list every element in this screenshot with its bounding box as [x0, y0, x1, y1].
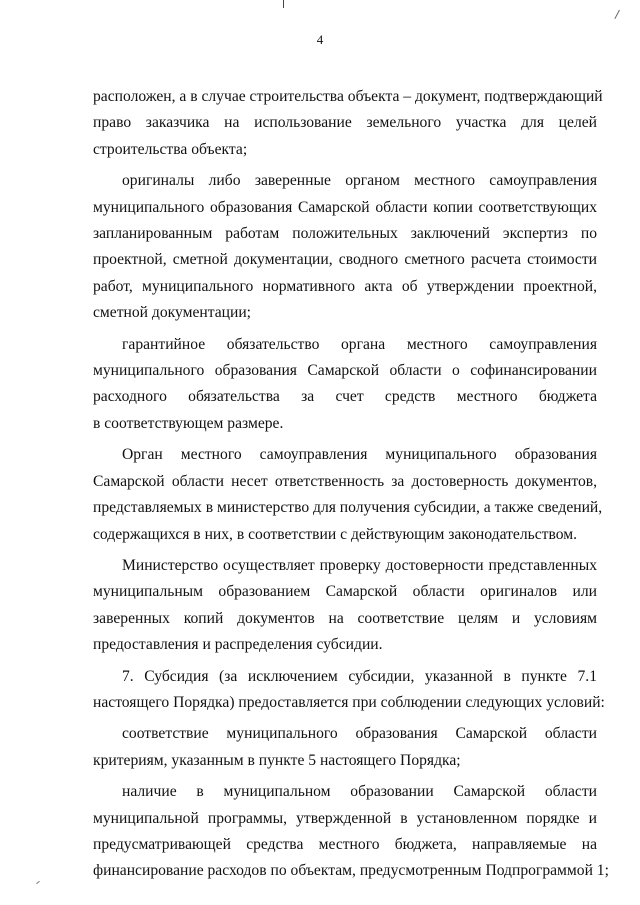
- document-body: [93, 84, 609, 885]
- text-line: запланированным работам положительных заключений экспертиз по: [93, 225, 597, 243]
- paragraph-7: [93, 721, 597, 774]
- text-line: муниципальной программы, утвержденной в установленном порядке и: [93, 809, 597, 827]
- paragraph-4: [93, 442, 603, 548]
- text-line: гарантийное обязательство органа местного самоуправления: [122, 335, 597, 353]
- paragraph-1: [93, 84, 603, 163]
- text-line: право заказчика на использование земельного участка для целей: [93, 114, 597, 132]
- paragraph-3: [93, 332, 597, 438]
- text-line: муниципальным образованием Самарской области оригиналов или: [93, 583, 597, 601]
- text-line: настоящего Порядка) предоставляется при соблюдении следующих условий:: [93, 693, 605, 711]
- text-line: проектной, сметной документации, сводного сметного расчета стоимости: [93, 251, 597, 269]
- paragraph-6: [93, 664, 605, 717]
- text-line: расположен, а в случае строительства объекта – документ, подтверждающий: [93, 88, 603, 105]
- text-line: финансирование расходов по объектам, предусмотренным Подпрограммой 1;: [93, 862, 609, 880]
- text-line: муниципального образования Самарской области копии соответствующих: [93, 198, 597, 216]
- text-line: расходного обязательства за счет средств местного бюджета: [93, 388, 597, 406]
- paragraph-5: [93, 553, 597, 659]
- text-line: заверенных копий документов на соответствие целям и условиям: [93, 609, 597, 627]
- text-line: муниципального образования Самарской области о софинансировании: [93, 362, 597, 380]
- scan-top-mark: [283, 0, 284, 8]
- text-line: соответствие муниципального образования Самарской области: [122, 725, 597, 743]
- text-line: содержащихся в них, в соответствии с действующим законодательством.: [93, 525, 577, 543]
- paragraph-8: [93, 779, 609, 885]
- text-line: представляемых в министерство для получения субсидии, а также сведений,: [93, 499, 603, 517]
- paragraph-2: [93, 168, 597, 326]
- text-line: предоставления и распределения субсидии.: [93, 636, 383, 654]
- text-line: оригиналы либо заверенные органом местного самоуправления: [122, 172, 597, 190]
- scan-corner-mark: [609, 7, 620, 19]
- text-line: работ, муниципального нормативного акта об утверждении проектной,: [93, 277, 597, 295]
- text-line: в соответствующем размере.: [93, 414, 284, 432]
- scan-speck: [36, 881, 40, 884]
- text-line: Самарской области несет ответственность за достоверность документов,: [93, 472, 597, 490]
- text-line: предусматривающей средства местного бюджета, направляемые на: [93, 835, 597, 853]
- text-line: Орган местного самоуправления муниципального образования: [122, 446, 597, 464]
- text-line: критериям, указанным в пункте 5 настоящего Порядка;: [93, 751, 461, 769]
- text-line: Министерство осуществляет проверку достоверности представленных: [122, 556, 597, 574]
- text-line: сметной документации;: [93, 304, 252, 322]
- text-line: наличие в муниципальном образовании Самарской области: [122, 783, 597, 801]
- text-line: 7. Субсидия (за исключением субсидии, указанной в пункте 7.1: [122, 667, 597, 685]
- page-number: 4: [316, 32, 324, 47]
- text-line: строительства объекта;: [93, 140, 248, 158]
